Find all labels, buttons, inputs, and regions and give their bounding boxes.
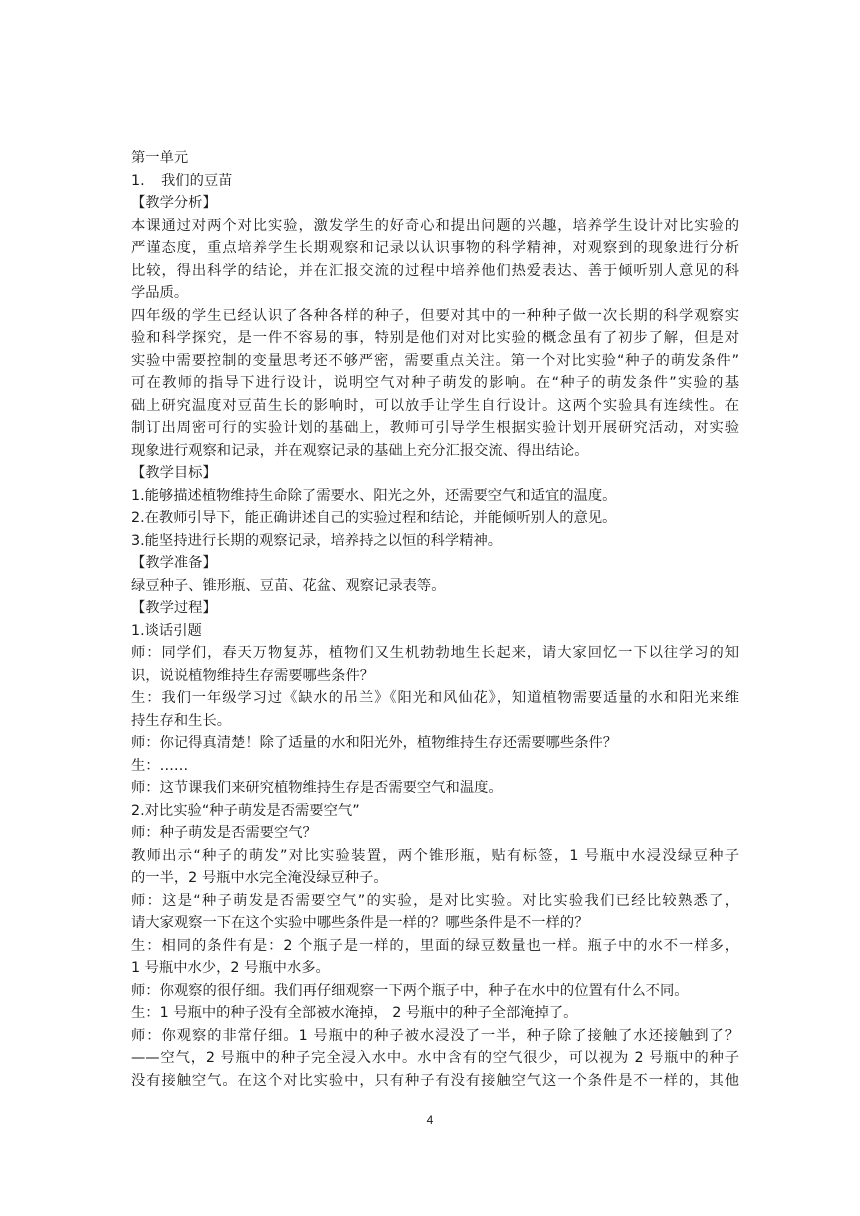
analysis-line: 学品质。 xyxy=(131,285,189,301)
process-line: 师：种子萌发是否需要空气？ xyxy=(131,825,317,841)
process-line: 1.谈话引题 xyxy=(131,622,202,639)
objectives-heading: 【教学目标】 xyxy=(131,465,217,481)
analysis-line: 制订出周密可行的实验计划的基础上，教师可引导学生根据实验计划开展研究活动，对实验 xyxy=(131,420,739,436)
unit-title: 第一单元 xyxy=(131,150,189,166)
analysis-heading: 【教学分析】 xyxy=(131,195,217,211)
process-line: 持生存和生长。 xyxy=(131,712,232,729)
analysis-line: 严谨态度，重点培养学生长期观察和记录以认识事物的科学精神，对观察到的现象进行分析 xyxy=(131,240,739,256)
preparation-heading: 【教学准备】 xyxy=(131,555,217,571)
process-line: 师：你记得真清楚！除了适量的水和阳光外，植物维持生存还需要哪些条件？ xyxy=(131,735,618,751)
page-number: 4 xyxy=(426,1113,434,1127)
preparation-text: 绿豆种子、锥形瓶、豆苗、花盆、观察记录表等。 xyxy=(131,577,446,594)
process-line: 生：…… xyxy=(131,757,189,774)
process-line: 识，说说植物维持生存需要哪些条件？ xyxy=(131,667,375,684)
process-line: ——空气，2 号瓶中的种子完全浸入水中。水中含有的空气很少，可以视为 2 号瓶中的种子 xyxy=(131,1050,739,1066)
analysis-line: 现象进行观察和记录，并在观察记录的基础上充分汇报交流、得出结论。 xyxy=(131,442,589,459)
process-line: 生：我们一年级学习过《缺水的吊兰》《阳光和风仙花》，知道植物需要适量的水和阳光来维 xyxy=(131,690,739,706)
lesson-heading xyxy=(131,170,739,193)
objective-item: 2.在教师引导下，能正确讲述自己的实验过程和结论，并能倾听别人的意见。 xyxy=(131,510,617,526)
process-line: 师：你观察的非常仔细。1 号瓶中的种子被水浸没了一半，种子除了接触了水还接触到了？ xyxy=(131,1027,739,1044)
process-line: 师：你观察的很仔细。我们再仔细观察一下两个瓶子中，种子在水中的位置有什么不同。 xyxy=(131,982,689,999)
process-line: 师：这是“种子萌发是否需要空气”的实验，是对比实验。对比实验我们已经比较熟悉了， xyxy=(131,892,739,909)
analysis-line: 比较，得出科学的结论，并在汇报交流的过程中培养他们热爱表达、善于倾听别人意见的科 xyxy=(131,262,739,279)
process-line: 请大家观察一下在这个实验中哪些条件是一样的？哪些条件是不一样的？ xyxy=(131,915,589,931)
process-line: 生：1 号瓶中的种子没有全部被水淹掉， 2 号瓶中的种子全部淹掉了。 xyxy=(131,1005,578,1021)
process-line: 没有接触空气。在这个对比实验中，只有种子有没有接触空气这一个条件是不一样的，其他 xyxy=(131,1072,739,1089)
process-line: 师：同学们，春天万物复苏，植物们又生机勃勃地生长起来，请大家回忆一下以往学习的知 xyxy=(131,645,739,661)
page-content xyxy=(131,147,739,1092)
lesson-title: 我们的豆苗 xyxy=(161,172,233,189)
analysis-line: 实验中需要控制的变量思考还不够严密，需要重点关注。第一个对比实验“种子的萌发条件” xyxy=(131,352,739,369)
analysis-line: 验和科学探究，是一件不容易的事，特别是他们对对比实验的概念虽有了初步了解，但是对 xyxy=(131,330,739,346)
process-line: 的一半，2 号瓶中水完全淹没绿豆种子。 xyxy=(131,870,388,886)
objective-item: 1.能够描述植物维持生命除了需要水、阳光之外，还需要空气和适宜的温度。 xyxy=(131,487,617,504)
process-line: 2.对比实验“种子萌发是否需要空气” xyxy=(131,802,360,819)
process-line: 1 号瓶中水少，2 号瓶中水多。 xyxy=(131,960,330,976)
process-line: 教师出示“种子的萌发”对比实验装置，两个锥形瓶，贴有标签，1 号瓶中水浸没绿豆种子 xyxy=(131,847,739,864)
analysis-line: 可在教师的指导下进行设计，说明空气对种子萌发的影响。在“种子的萌发条件”实验的基 xyxy=(131,375,739,391)
objective-item: 3.能坚持进行长期的观察记录，培养持之以恒的科学精神。 xyxy=(131,532,503,549)
analysis-line: 本课通过对两个对比实验，激发学生的好奇心和提出问题的兴趣，培养学生设计对比实验的 xyxy=(131,217,739,234)
analysis-line: 四年级的学生已经认识了各种各样的种子，但要对其中的一种种子做一次长期的科学观察实 xyxy=(131,307,739,324)
analysis-line: 础上研究温度对豆苗生长的影响时，可以放手让学生自行设计。这两个实验具有连续性。在 xyxy=(131,397,739,414)
process-line: 生：相同的条件有是：2 个瓶子是一样的，里面的绿豆数量也一样。瓶子中的水不一样多， xyxy=(131,937,739,954)
lesson-number: 1. xyxy=(131,172,145,189)
process-line: 师：这节课我们来研究植物维持生存是否需要空气和温度。 xyxy=(131,780,503,796)
process-heading: 【教学过程】 xyxy=(131,600,217,616)
